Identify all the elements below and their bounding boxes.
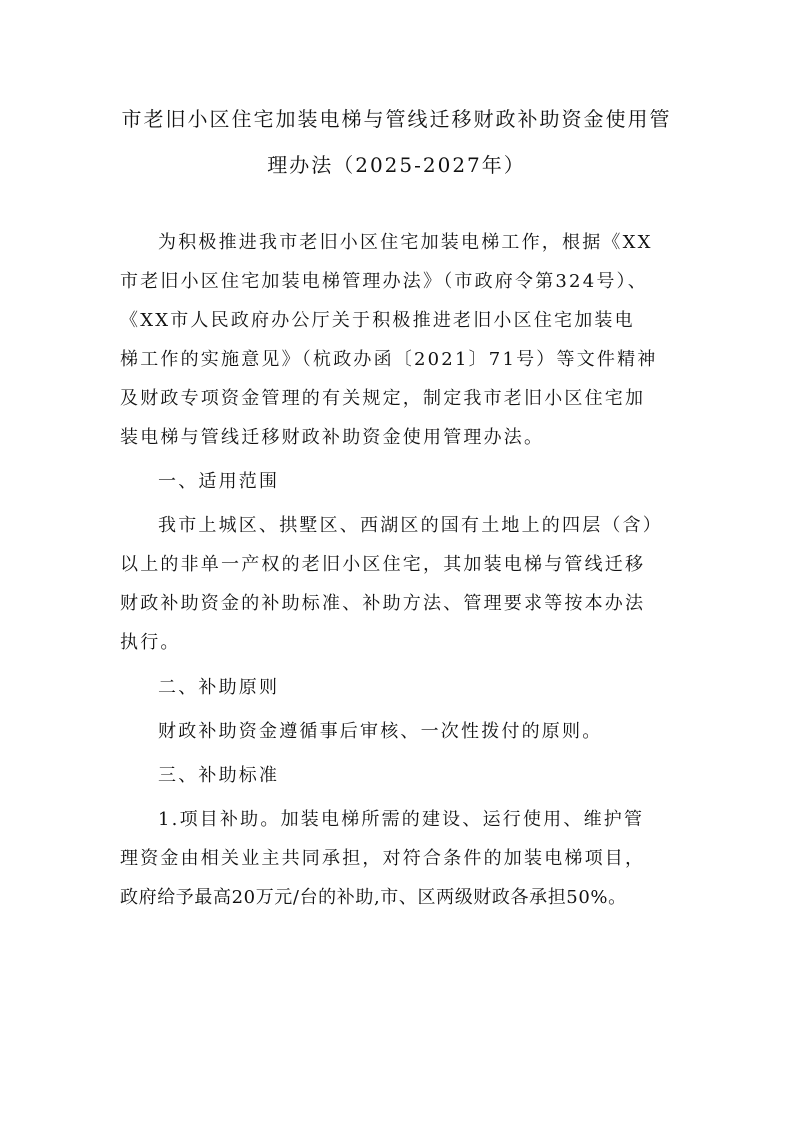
document-body — [120, 223, 680, 917]
standard-line: 理资金由相关业主共同承担，对符合条件的加装电梯项目， — [120, 848, 646, 870]
standard-line: 1.项目补助。加装电梯所需的建设、运行使用、维护管 — [158, 809, 645, 831]
principle-line: 财政补助资金遵循事后审核、一次性拨付的原则。 — [158, 720, 603, 742]
intro-line: 《XX市人民政府办公厅关于积极推进老旧小区住宅加装电 — [120, 310, 635, 331]
scope-line: 执行。 — [120, 632, 181, 654]
intro-line: 及财政专项资金管理的有关规定，制定我市老旧小区住宅加 — [120, 388, 646, 409]
intro-line: 装电梯与管线迁移财政补助资金使用管理办法。 — [120, 427, 545, 448]
intro-line: 梯工作的实施意见》（杭政办函〔2021〕71号）等文件精神 — [120, 349, 658, 370]
intro-line: 市老旧小区住宅加装电梯管理办法》（市政府令第324号）、 — [120, 271, 648, 292]
section-heading-scope: 一、适用范围 — [158, 471, 280, 493]
intro-line: 为积极推进我市老旧小区住宅加装电梯工作，根据《XX — [158, 232, 653, 253]
document-title-line-2: 理办法（2025-2027年） — [267, 153, 526, 177]
scope-line: 以上的非单一产权的老旧小区住宅，其加装电梯与管线迁移 — [120, 554, 646, 576]
section-heading-standard: 三、补助标准 — [158, 764, 280, 786]
standard-line: 政府给予最高20万元/台的补助,市、区两级财政各承担50%。 — [120, 887, 627, 909]
section-heading-principle: 二、补助原则 — [158, 676, 280, 698]
scope-line: 我市上城区、拱墅区、西湖区的国有土地上的四层（含） — [158, 515, 663, 537]
scope-line: 财政补助资金的补助标准、补助方法、管理要求等按本办法 — [120, 593, 646, 615]
document-title-line-1: 市老旧小区住宅加装电梯与管线迁移财政补助资金使用管 — [121, 107, 672, 131]
